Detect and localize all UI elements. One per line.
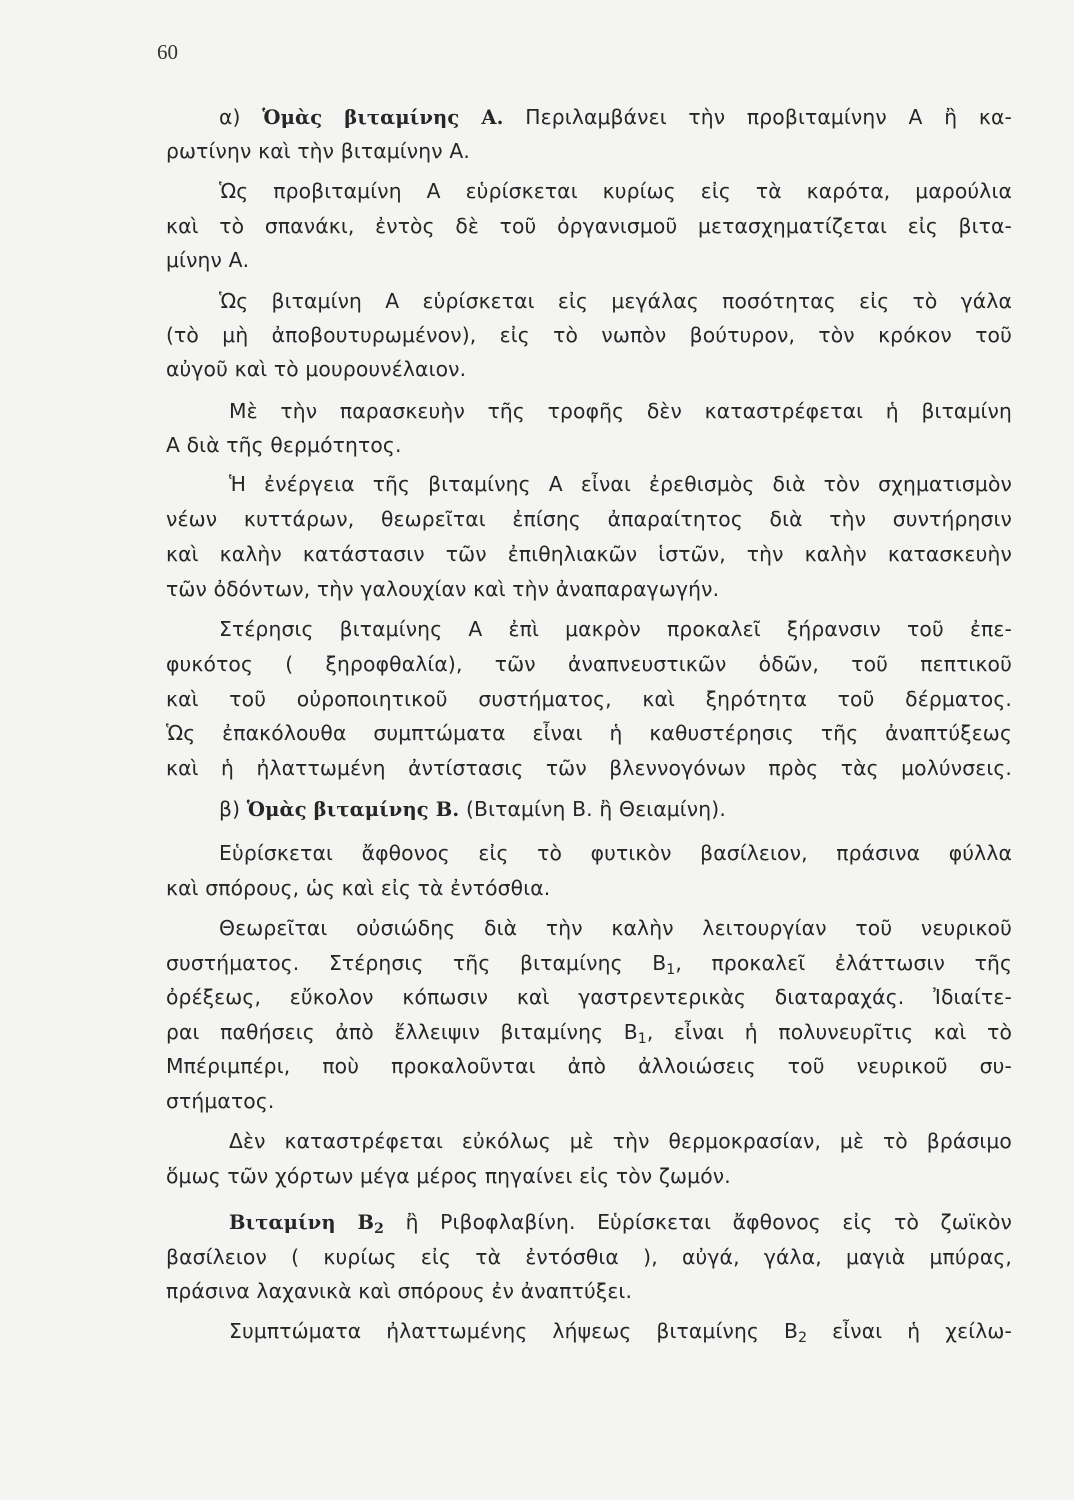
text-line: καὶ ἡ ἠλαττωμένη ἀντίστασις τῶν βλεννογόνων πρὸς τὰς μολύνσεις. (166, 756, 1012, 780)
subscript: 2 (374, 1221, 385, 1237)
vitamin-heading: Βιταμίνη Β (229, 1211, 375, 1234)
text-line: καὶ τοῦ οὐροποιητικοῦ συστήματος, καὶ ξηρότητα τοῦ δέρματος. (166, 687, 1012, 711)
text-line (166, 1018, 1012, 1053)
section-heading: Ὁμὰς βιταμίνης Β. (246, 798, 460, 821)
text-span: ραι παθήσεις ἀπὸ ἔλλειψιν βιταμίνης Β (166, 1020, 638, 1044)
text-line: (τὸ μὴ ἀποβουτυρωμένον), εἰς τὸ νωπὸν βούτυρον, τὸν κρόκον τοῦ (166, 323, 1012, 347)
text-line: στήματος. (166, 1089, 275, 1113)
section-heading: Ὁμὰς βιταμίνης Α. (262, 106, 504, 129)
subscript: 2 (798, 1330, 808, 1346)
subscript: 1 (666, 962, 676, 978)
section-label: β) (219, 797, 247, 821)
text-line: αὐγοῦ καὶ τὸ μουρουνέλαιον. (166, 357, 467, 381)
section-label: α) (219, 105, 263, 129)
text-line: καὶ τὸ σπανάκι, ἐντὸς δὲ τοῦ ὀργανισμοῦ μετασχηματίζεται εἰς βιτα- (166, 214, 1012, 238)
text-line: Μὲ τὴν παρασκευὴν τῆς τροφῆς δὲν καταστρέφεται ἡ βιταμίνη (229, 399, 1012, 423)
text-line: Θεωρεῖται οὐσιώδης διὰ τὴν καλὴν λειτουργίαν τοῦ νευρικοῦ (219, 916, 1012, 940)
page-number: 60 (157, 40, 178, 64)
text-line (229, 1208, 1012, 1243)
text-span: συστήματος. Στέρησις τῆς βιταμίνης Β (166, 951, 667, 975)
text-line: Εὑρίσκεται ἄφθονος εἰς τὸ φυτικὸν βασίλειον, πράσινα φύλλα (219, 841, 1012, 865)
text-line: φυκότος ( ξηροφθαλία), τῶν ἀναπνευστικῶν ὁδῶν, τοῦ πεπτικοῦ (166, 652, 1012, 676)
text-line: Δὲν καταστρέφεται εὐκόλως μὲ τὴν θερμοκρασίαν, μὲ τὸ βράσιμο (229, 1129, 1012, 1153)
text-line (219, 103, 1012, 132)
text-span: εἶναι ἡ χείλω- (807, 1319, 1012, 1343)
text-line: πράσινα λαχανικὰ καὶ σπόρους ἐν ἀναπτύξει. (166, 1279, 633, 1303)
text-line: Μπέριμπέρι, ποὺ προκαλοῦνται ἀπὸ ἀλλοιώσεις τοῦ νευρικοῦ συ- (166, 1054, 1012, 1078)
text-line: καὶ καλὴν κατάστασιν τῶν ἐπιθηλιακῶν ἱστῶν, τὴν καλὴν κατασκευὴν (166, 542, 1012, 566)
text-line: Στέρησις βιταμίνης Α ἐπὶ μακρὸν προκαλεῖ ξήρανσιν τοῦ ἐπε- (219, 617, 1012, 641)
text-line: Ἡ ἐνέργεια τῆς βιταμίνης Α εἶναι ἐρεθισμὸς διὰ τὸν σχηματισμὸν (229, 472, 1012, 496)
text-line: Ὡς βιταμίνη Α εὑρίσκεται εἰς μεγάλας ποσότητας εἰς τὸ γάλα (219, 289, 1012, 313)
text-span: (Βιταμίνη Β. ἢ Θειαμίνη). (459, 797, 726, 821)
text-line: τῶν ὀδόντων, τὴν γαλουχίαν καὶ τὴν ἀναπαραγωγήν. (166, 577, 720, 601)
text-line: Ὡς ἐπακόλουθα συμπτώματα εἶναι ἡ καθυστέρησις τῆς ἀναπτύξεως (166, 721, 1012, 745)
text-span: Συμπτώματα ἠλαττωμένης λήψεως βιταμίνης Β (229, 1319, 799, 1343)
text-line: ὅμως τῶν χόρτων μέγα μέρος πηγαίνει εἰς τὸν ζωμόν. (166, 1164, 731, 1188)
text-span: , προκαλεῖ ἐλάττωσιν τῆς (675, 951, 1013, 975)
text-span: Περιλαμβάνει τὴν προβιταμίνην Α ἢ κα- (503, 105, 1012, 129)
text-line: μίνην Α. (166, 248, 250, 272)
text-line: ρωτίνην καὶ τὴν βιταμίνην Α. (166, 139, 470, 163)
text-line: καὶ σπόρους, ὡς καὶ εἰς τὰ ἐντόσθια. (166, 876, 551, 900)
text-line (166, 949, 1012, 984)
text-line: ὀρέξεως, εὔκολον κόπωσιν καὶ γαστρεντερικὰς διαταραχάς. Ἰδιαίτε- (166, 985, 1012, 1009)
text-line: βασίλειον ( κυρίως εἰς τὰ ἐντόσθια ), αὐγά, γάλα, μαγιὰ μπύρας, (166, 1245, 1012, 1269)
text-line: Ὡς προβιταμίνη Α εὑρίσκεται κυρίως εἰς τὰ καρότα, μαρούλια (219, 179, 1012, 203)
text-line (229, 1317, 1012, 1352)
text-line: νέων κυττάρων, θεωρεῖται ἐπίσης ἀπαραίτητος διὰ τὴν συντήρησιν (166, 507, 1012, 531)
text-line: Α διὰ τῆς θερμότητος. (166, 433, 402, 457)
text-span: ἢ Ριβοφλαβίνη. Εὑρίσκεται ἄφθονος εἰς τὸ ζωϊκὸν (384, 1210, 1013, 1234)
subscript: 1 (637, 1031, 647, 1047)
text-span: , εἶναι ἡ πολυνευρῖτις καὶ τὸ (646, 1020, 1012, 1044)
text-line (219, 795, 1012, 824)
